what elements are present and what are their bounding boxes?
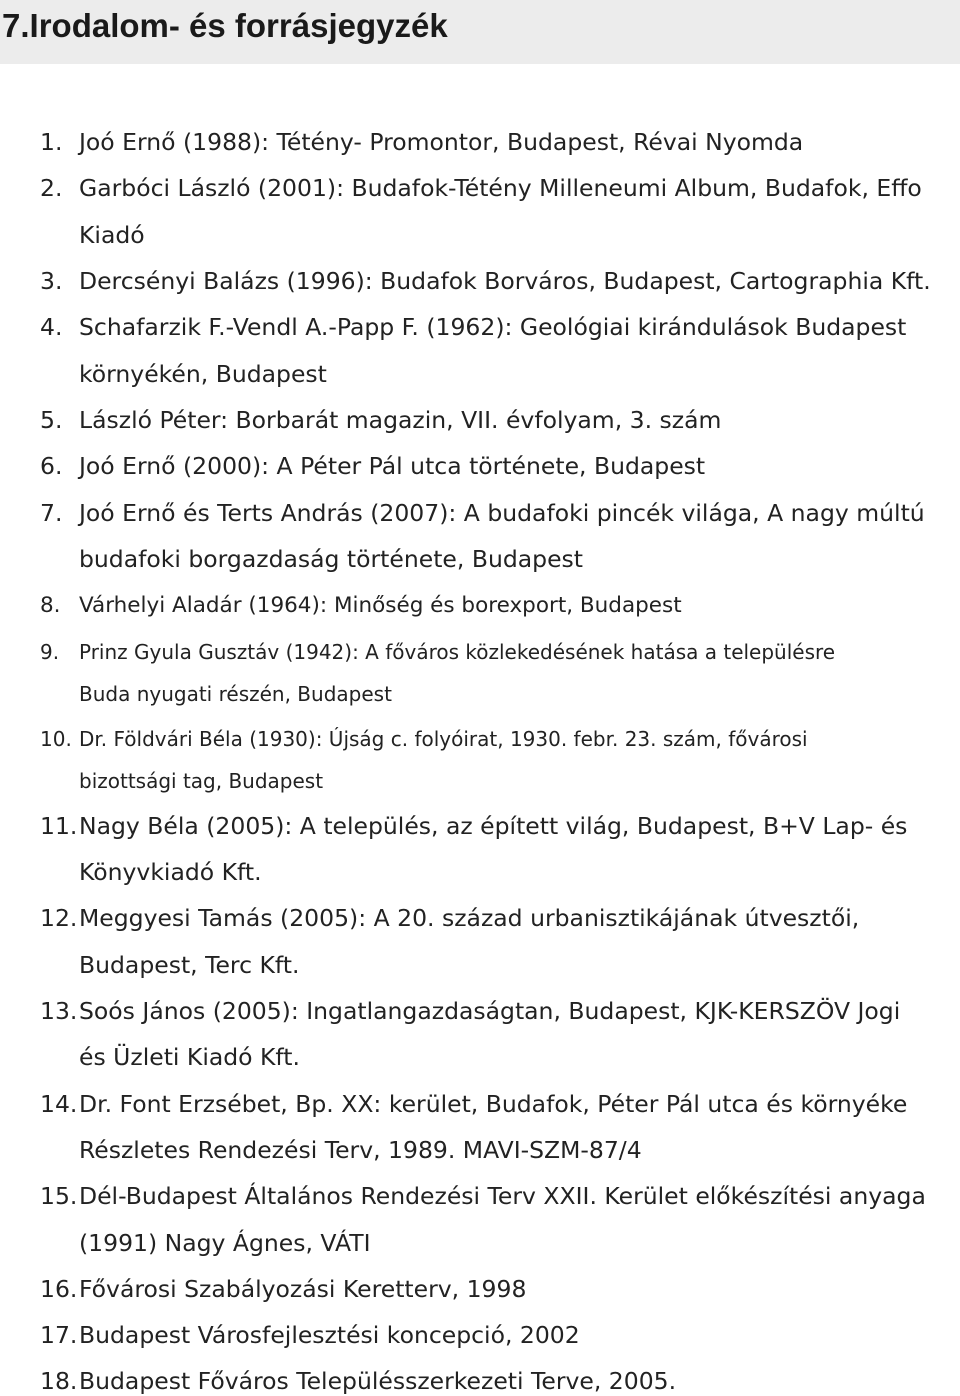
item-text: Dercsényi Balázs (1996): Budafok Borváros, Budapest, Cartographia Kft. [79, 267, 931, 295]
item-text: Várhelyi Aladár (1964): Minőség és borexport, Budapest [79, 593, 682, 618]
item-number: 9. [40, 640, 60, 664]
item-text: Dél-Budapest Általános Rendezési Terv XXII. Kerület előkészítési anyaga [79, 1182, 926, 1210]
item-number: 18. [40, 1367, 78, 1395]
item-text: Schafarzik F.-Vendl A.-Papp F. (1962): Geológiai kirándulások Budapest [79, 313, 907, 341]
item-number: 6. [40, 452, 63, 480]
item-text: Fővárosi Szabályozási Keretterv, 1998 [79, 1275, 527, 1303]
item-text: Nagy Béla (2005): A település, az épített világ, Budapest, B+V Lap- és [79, 812, 908, 840]
item-text: Joó Ernő (2000): A Péter Pál utca története, Budapest [79, 452, 706, 480]
item-text: Garbóci László (2001): Budafok-Tétény Milleneumi Album, Budafok, Effo [79, 174, 922, 202]
item-number: 10. [40, 727, 72, 751]
item-text: Soós János (2005): Ingatlangazdaságtan, Budapest, KJK-KERSZÖV Jogi [79, 997, 901, 1025]
item-text: László Péter: Borbarát magazin, VII. évfolyam, 3. szám [79, 406, 722, 434]
item-text-continued: Részletes Rendezési Terv, 1989. MAVI-SZM-87/4 [79, 1136, 642, 1164]
item-number: 13. [40, 997, 78, 1025]
item-number: 11. [40, 812, 78, 840]
item-text-continued: környékén, Budapest [79, 360, 327, 388]
item-text: Dr. Font Erzsébet, Bp. XX: kerület, Budafok, Péter Pál utca és környéke [79, 1090, 908, 1118]
item-text-continued: Kiadó [79, 221, 145, 249]
item-text-continued: Budapest, Terc Kft. [79, 951, 300, 979]
item-text-continued: Buda nyugati részén, Budapest [79, 682, 392, 706]
item-text-continued: bizottsági tag, Budapest [79, 769, 324, 793]
item-number: 15. [40, 1182, 78, 1210]
item-number: 1. [40, 128, 63, 156]
item-text-continued: (1991) Nagy Ágnes, VÁTI [79, 1229, 371, 1257]
item-text-continued: budafoki borgazdaság története, Budapest [79, 545, 583, 573]
item-text-continued: és Üzleti Kiadó Kft. [79, 1043, 300, 1071]
item-number: 5. [40, 406, 63, 434]
item-number: 7. [40, 499, 63, 527]
item-text: Meggyesi Tamás (2005): A 20. század urbanisztikájának útvesztői, [79, 904, 860, 932]
page-title: 7.Irodalom- és forrásjegyzék [2, 7, 448, 44]
item-number: 3. [40, 267, 63, 295]
item-text: Budapest Városfejlesztési koncepció, 2002 [79, 1321, 580, 1349]
item-text: Joó Ernő és Terts András (2007): A budafoki pincék világa, A nagy múltú [79, 499, 925, 527]
item-number: 17. [40, 1321, 78, 1349]
item-text: Budapest Főváros Településszerkezeti Terve, 2005. [79, 1367, 677, 1395]
item-text-continued: Könyvkiadó Kft. [79, 858, 262, 886]
item-number: 2. [40, 174, 63, 202]
item-number: 12. [40, 904, 78, 932]
item-number: 4. [40, 313, 63, 341]
item-text: Dr. Földvári Béla (1930): Újság c. folyóirat, 1930. febr. 23. szám, fővárosi [79, 727, 808, 751]
item-number: 16. [40, 1275, 78, 1303]
item-text: Joó Ernő (1988): Tétény- Promontor, Budapest, Révai Nyomda [79, 128, 804, 156]
item-text: Prinz Gyula Gusztáv (1942): A főváros közlekedésének hatása a településre [79, 640, 836, 664]
item-number: 14. [40, 1090, 78, 1118]
item-number: 8. [40, 593, 61, 618]
